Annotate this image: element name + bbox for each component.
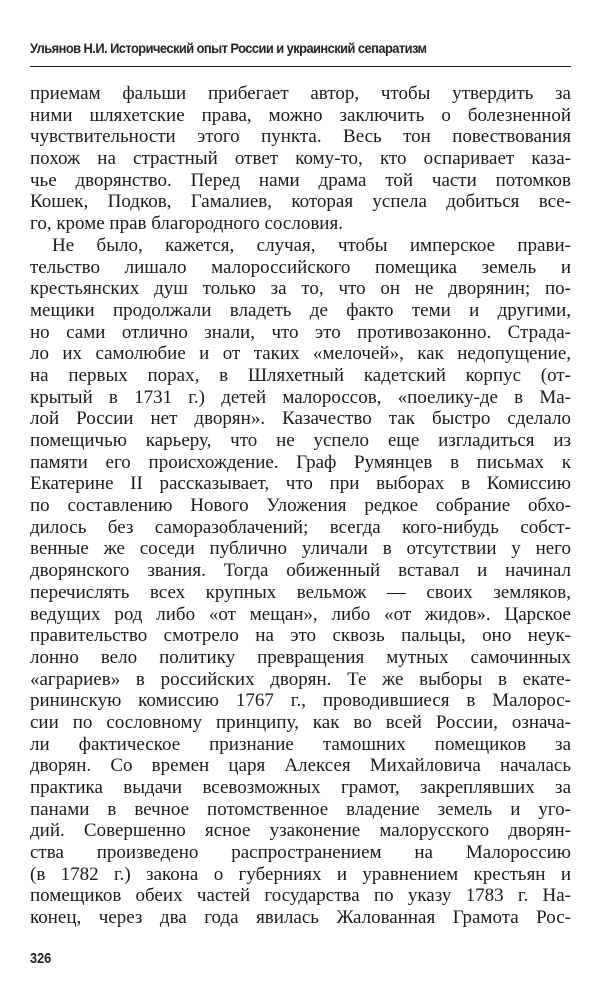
text-line: правительство смотрело на это сквозь пальцы, оно неук- (30, 625, 571, 647)
header-rule (30, 66, 571, 67)
text-line: го, кроме прав благородного сословия. (30, 213, 343, 235)
text-line: Екатерине II рассказывает, что при выборах в Комиссию (30, 473, 571, 495)
text-line: ведущих род либо «от мещан», либо «от жидов». Царское (30, 603, 571, 625)
text-line: крестьянских душ только за то, что он не дворянин; по- (30, 278, 571, 300)
text-line: конец, через два года явилась Жалованная Грамота Рос- (30, 907, 571, 929)
text-line: помещиков обеих частей государства по указу 1783 г. На- (30, 885, 571, 907)
text-line: Не было, кажется, случая, чтобы имперское прави- (52, 234, 571, 256)
text-line: но сами отлично знали, что это противозаконно. Страда- (30, 321, 571, 343)
running-header: Ульянов Н.И. Исторический опыт России и украинский сепаратизм (30, 40, 427, 56)
text-line: памяти его происхождение. Граф Румянцев в письмах к (30, 451, 571, 473)
text-line: похож на страстный ответ кому-то, кто оспаривает каза- (30, 148, 571, 170)
text-line: по составлению Нового Уложения редкое собрание обхо- (30, 495, 571, 517)
text-line: рининскую комиссию 1767 г., проводившиеся в Малорос- (30, 690, 571, 712)
text-line: ними шляхетские права, можно заключить о болезненной (30, 104, 571, 126)
text-line: приемам фальши прибегает автор, чтобы утвердить за (30, 83, 571, 104)
text-line: «аграриев» в российских дворян. Те же выборы в екате- (30, 668, 571, 690)
text-line: ства произведено распространением на Малороссию (30, 842, 571, 864)
text-line: сии по сословному принципу, как во всей России, означа- (30, 711, 571, 733)
text-line: Кошек, Подков, Гамалиев, которая успела добиться все- (30, 191, 571, 213)
text-line: чье дворянство. Перед нами драма той части потомков (30, 169, 571, 191)
text-line: венные же соседи публично уличали в отсутствии у него (30, 538, 571, 560)
text-line: перечислять всех крупных вельмож — своих земляков, (30, 581, 571, 603)
text-line: помещичью карьеру, что не успело еще изгладиться из (30, 430, 571, 451)
text-line: ло их самолюбие и от таких «мелочей», как недопущение, (30, 343, 571, 365)
page-number: 326 (30, 950, 52, 967)
text-line: (в 1782 г.) закона о губерниях и уравнением крестьян и (30, 863, 571, 885)
text-line: ли фактическое признание тамошних помещиков за (30, 733, 571, 755)
text-line: крытый в 1731 г.) детей малороссов, «поелику-де в Ма- (30, 386, 571, 408)
text-line: чувствительности этого пункта. Весь тон повествования (30, 126, 571, 148)
text-line: лой России нет дворян». Казачество так быстро сделало (30, 408, 571, 430)
text-line: лонно вело политику превращения мутных самочинных (30, 646, 571, 668)
text-line: панами в вечное потомственное владение земель и уго- (30, 798, 571, 820)
text-line: дий. Совершенно ясное узаконение малорусского дворян- (30, 820, 571, 842)
text-line: мещики продолжали владеть де факто теми и другими, (30, 299, 571, 321)
text-line: дилось без саморазоблачений; всегда кого-нибудь собст- (30, 516, 571, 538)
text-line: дворян. Со времен царя Алексея Михайловича началась (30, 755, 571, 777)
body-text (30, 83, 571, 929)
text-line: тельство лишало малороссийского помещика земель и (30, 256, 571, 278)
text-line: дворянского звания. Тогда обиженный вставал и начинал (30, 560, 571, 582)
text-line: практика выдачи всевозможных грамот, закреплявших за (30, 777, 571, 798)
text-line: на первых порах, в Шляхетный кадетский корпус (от- (30, 364, 571, 386)
